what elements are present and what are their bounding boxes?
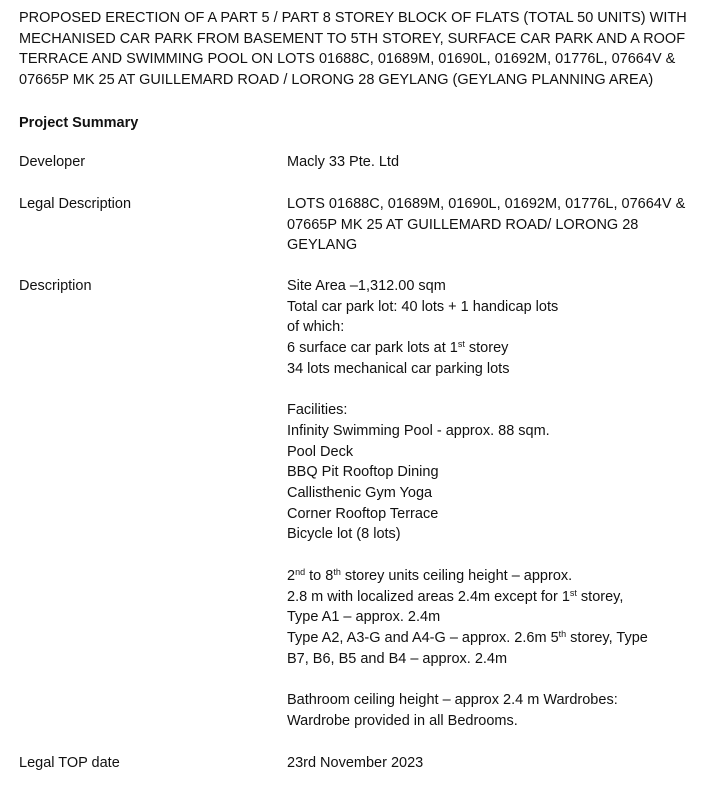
ceiling-height-line: 2nd to 8th storey units ceiling height – approx. [287, 566, 573, 584]
legal-description-value [287, 194, 702, 256]
legal-description-line: GEYLANG [287, 237, 358, 254]
description-value [287, 276, 702, 731]
mechanical-lots: 34 lots mechanical car parking lots [287, 360, 510, 377]
title-line: PROPOSED ERECTION OF A PART 5 / PART 8 STOREY BLOCK OF FLATS (TOTAL 50 UNITS) WITH [19, 10, 687, 26]
ceiling-height-line: Type A1 – approx. 2.4m [287, 609, 441, 626]
facility-item: Pool Deck [287, 443, 354, 460]
developer-label: Developer [19, 154, 86, 170]
surface-lots: 6 surface car park lots at 1st storey [287, 339, 509, 357]
ceiling-height-line: 2.8 m with localized areas 2.4m except for 1st storey, [287, 587, 624, 605]
legal-top-date: 23rd November 2023 [287, 755, 424, 771]
legal-top-label: Legal TOP date [19, 755, 120, 771]
project-summary-heading: Project Summary [19, 115, 139, 131]
bathroom-line: Bathroom ceiling height – approx 2.4 m Wardrobes: [287, 692, 618, 709]
developer-name: Macly 33 Pte. Ltd [287, 154, 400, 170]
title-line: 07665P MK 25 AT GUILLEMARD ROAD / LORONG 28 GEYLANG (GEYLANG PLANNING AREA) [19, 72, 654, 89]
car-park-total: Total car park lot: 40 lots + 1 handicap lots [287, 298, 559, 315]
legal-top-value [287, 753, 702, 774]
facility-item: Corner Rooftop Terrace [287, 505, 439, 522]
legal-description-line: LOTS 01688C, 01689M, 01690L, 01692M, 01776L, 07664V & [287, 196, 686, 212]
facility-item: Bicycle lot (8 lots) [287, 526, 401, 543]
title-line: TERRACE AND SWIMMING POOL ON LOTS 01688C, 01689M, 01690L, 01692M, 01776L, 07664V & [19, 51, 676, 68]
developer-value [287, 152, 702, 173]
of-which: of which: [287, 319, 345, 336]
bathroom-line: Wardrobe provided in all Bedrooms. [287, 712, 518, 729]
facilities-heading: Facilities: [287, 402, 348, 419]
facility-item: BBQ Pit Rooftop Dining [287, 464, 439, 481]
description-label: Description [19, 278, 92, 294]
page-title [19, 8, 699, 91]
ceiling-height-line: B7, B6, B5 and B4 – approx. 2.4m [287, 650, 508, 667]
facility-item: Callisthenic Gym Yoga [287, 485, 433, 502]
site-area: Site Area –1,312.00 sqm [287, 278, 446, 294]
legal-description-line: 07665P MK 25 AT GUILLEMARD ROAD/ LORONG 28 [287, 216, 639, 233]
ceiling-height-line: Type A2, A3-G and A4-G – approx. 2.6m 5th storey, Type [287, 628, 648, 646]
facility-item: Infinity Swimming Pool - approx. 88 sqm. [287, 422, 550, 439]
title-line: MECHANISED CAR PARK FROM BASEMENT TO 5TH STOREY, SURFACE CAR PARK AND A ROOF [19, 30, 686, 47]
legal-description-label: Legal Description [19, 196, 132, 212]
